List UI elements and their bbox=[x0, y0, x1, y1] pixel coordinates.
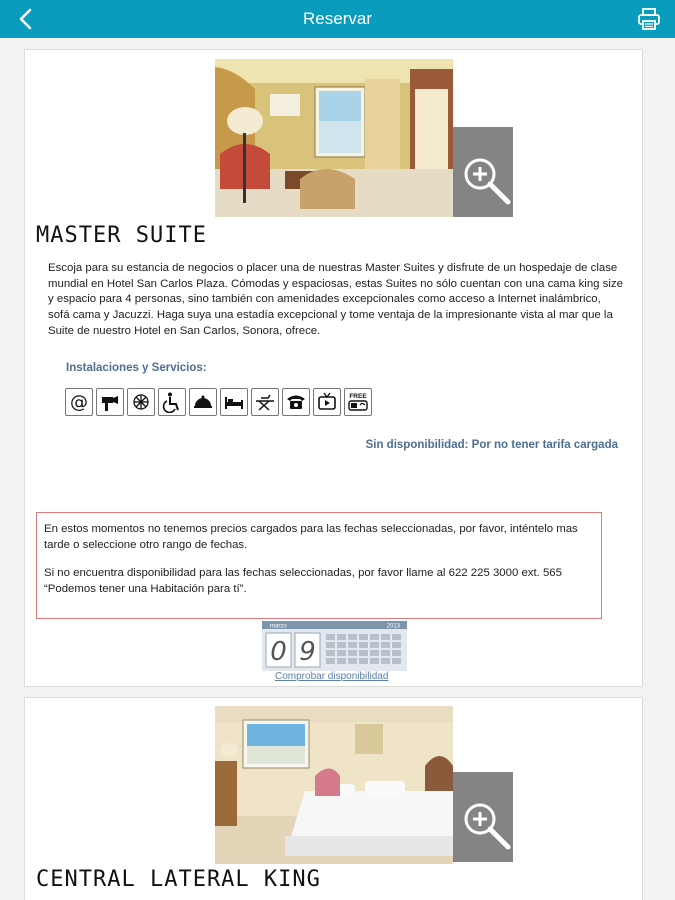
zoom-button[interactable] bbox=[453, 127, 513, 217]
services-label: Instalaciones y Servicios: bbox=[66, 362, 207, 374]
room-card-master-suite bbox=[24, 49, 643, 687]
room-service-icon bbox=[189, 388, 217, 416]
room-name: MASTER SUITE bbox=[36, 223, 207, 248]
printer-icon[interactable] bbox=[637, 7, 661, 31]
zoom-button[interactable] bbox=[453, 772, 513, 862]
internet-icon bbox=[65, 388, 93, 416]
calendar-month: marzo bbox=[270, 623, 287, 630]
svg-text:FREE: FREE bbox=[349, 393, 367, 400]
svg-text:@: @ bbox=[70, 392, 88, 413]
room-photo[interactable] bbox=[215, 706, 513, 864]
services-icons bbox=[65, 388, 372, 416]
calendar-year: 2013 bbox=[386, 623, 400, 630]
zoom-in-icon bbox=[453, 772, 513, 862]
tv-icon bbox=[313, 388, 341, 416]
notice-paragraph-2: Si no encuentra disponibilidad para las fechas seleccionadas, por favor llame al 622 225 3000 ext. 565 “Podemos tener una Habitación para tí”. bbox=[44, 567, 562, 595]
wheelchair-icon bbox=[158, 388, 186, 416]
calendar-day-digit-2: 9 bbox=[299, 637, 316, 667]
central-lateral-king-photo bbox=[215, 706, 453, 864]
notice-paragraph-1: En estos momentos no tenemos precios cargados para las fechas seleccionadas, por favor, inténtelo mas tarde o seleccione otro rango de fechas. bbox=[44, 523, 578, 551]
price-notice bbox=[36, 512, 602, 619]
air-conditioning-icon bbox=[127, 388, 155, 416]
chevron-left-icon[interactable] bbox=[14, 6, 40, 32]
master-suite-photo bbox=[215, 59, 453, 217]
check-availability-link[interactable]: Comprobar disponibilidad bbox=[275, 671, 389, 682]
calendar-day-digit-1: 0 bbox=[270, 637, 287, 667]
zoom-in-icon bbox=[453, 127, 513, 217]
calendar-widget[interactable] bbox=[262, 621, 407, 671]
hair-dryer-icon bbox=[96, 388, 124, 416]
bed-icon bbox=[220, 388, 248, 416]
room-description: Escoja para su estancia de negocios o placer una de nuestras Master Suites y disfrute de un hospedaje de clase mundial en Hotel San Carlos Plaza. Cómodas y espaciosas, estas Suites no sólo cuentan con una cama king size y espacio para 4 personas, sino también con amenidades excepcionales como acceso a Internet inalámbrico, sofá cama y Jacuzzi. Haga suya una estadía excepcional y tome ventaja de la impresionante vista al mar que la Suite de nuestro Hotel en San Carlos, Sonora, ofrece. bbox=[48, 262, 623, 337]
ironing-icon bbox=[251, 388, 279, 416]
availability-status: Sin disponibilidad: Por no tener tarifa cargada bbox=[365, 439, 618, 451]
top-app-bar bbox=[0, 0, 675, 38]
room-name: CENTRAL LATERAL KING bbox=[36, 867, 321, 892]
room-photo[interactable] bbox=[215, 59, 513, 217]
telephone-icon bbox=[282, 388, 310, 416]
page-title: Reservar bbox=[303, 9, 372, 28]
room-card-central-lateral-king bbox=[24, 697, 643, 900]
free-wifi-icon bbox=[344, 388, 372, 416]
